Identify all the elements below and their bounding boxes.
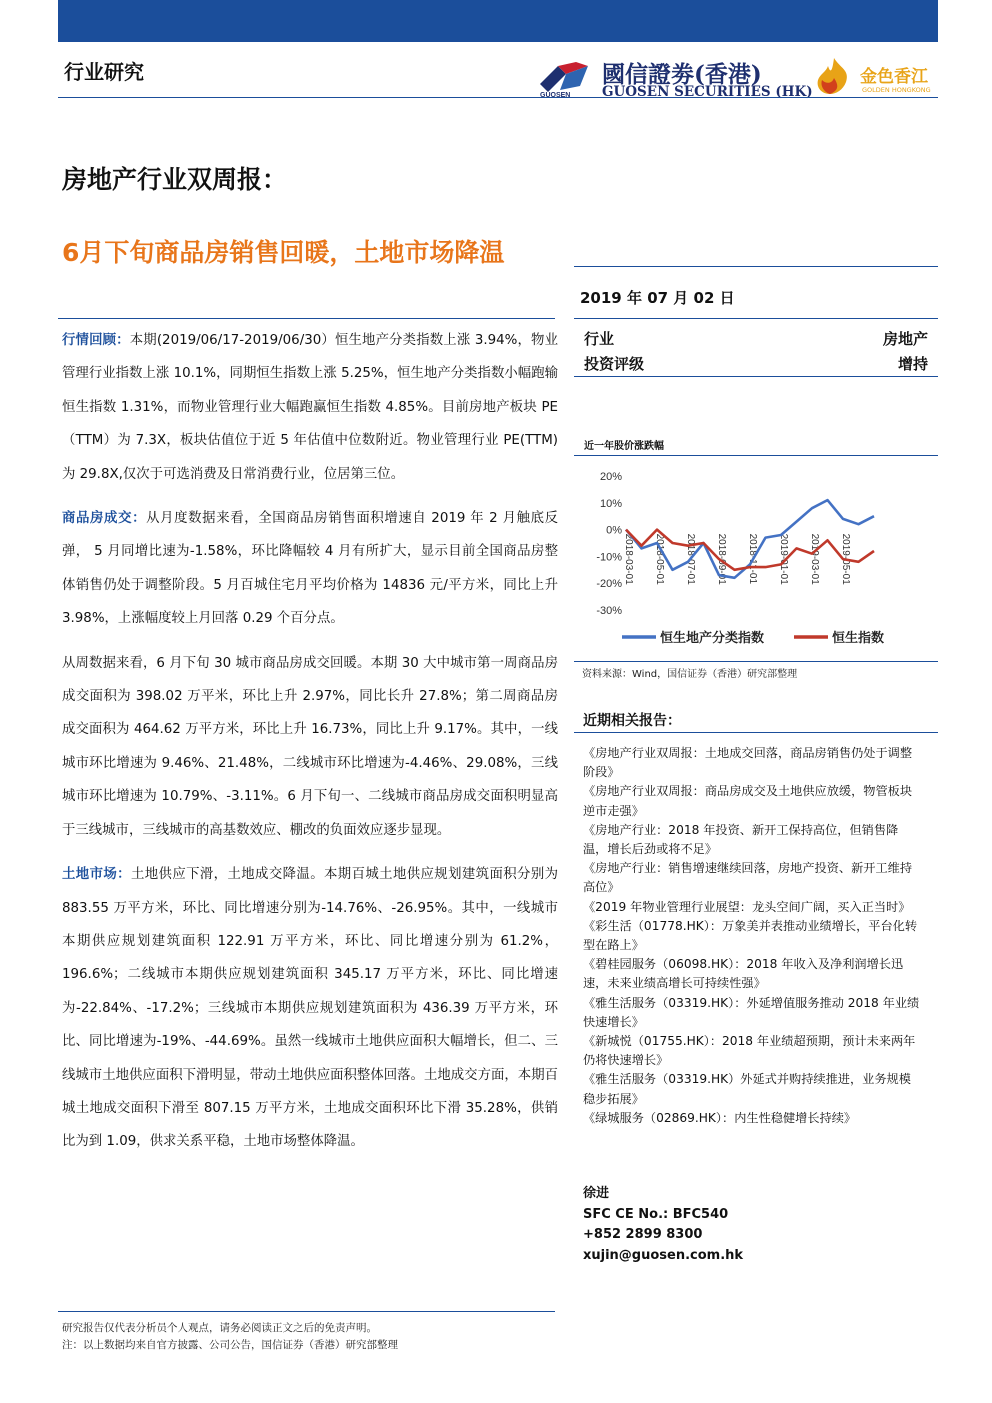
section-text: 土地供应下滑，土地成交降温。本期百城土地供应规划建筑面积分别为 883.55 万平方米，环比、同比增速分别为-14.76%、-26.95%。其中，一线城市本期供应规划建筑面积 122.91 万平方米，环比、同比增速分别为 61.2%，196.6%；二线城市本期供应规划建筑面积 345.17 万平方米，环比、同比增速为-22.84%、-17.2%；三线城市本期供应规划建筑面积为 436.39 万平方米，环比、同比增速为-19%、-44.69%。虽然一线城市土地供应面积大幅增长，但二、三线城市土地供应面积下滑明显，带动土地供应面积整体回落。土地成交方面，本期百城土地成交面积下滑至 807.15 万平方米，土地成交面积环比下滑 35.28%，供销比为到 1.09，供求关系平稳，土地市场整体降温。 [62,867,559,1150]
chart-source: 资料来源：Wind，国信证券（香港）研究部整理 [582,669,798,680]
analyst-email[interactable]: xujin@guosen.com.hk [583,1247,744,1263]
industry-label: 行业 [584,330,615,348]
y-tick-label: 0% [606,524,622,537]
related-report-item[interactable]: 《绿城服务（02869.HK）：内生性稳健增长持续》 [583,1110,857,1125]
related-report-item[interactable]: 《雅生活服务（03319.HK）：外延增值服务推动 2018 年业绩快速增长》 [583,995,920,1029]
x-tick-label: 2018-05-01 [654,533,665,585]
weekly-data-paragraph [62,647,558,847]
golden-hongkong-cn: 金色香江 [860,67,928,87]
related-report-item[interactable]: 《房地产行业：销售增速继续回落，房地产投资、新开工维持高位》 [583,861,913,895]
legend-label: 恒生指数 [832,631,885,646]
report-body [62,324,558,1170]
legend-label: 恒生地产分类指数 [660,631,765,646]
rating-label: 投资评级 [584,355,645,373]
meta-divider [574,376,938,377]
y-tick-label: -20% [596,578,622,591]
related-reports-title: 近期相关报告： [583,713,681,729]
industry-value: 房地产 [882,330,928,348]
related-report-item[interactable]: 《碧桂园服务（06098.HK）：2018 年收入及净利润增长迅速，未来业绩高增长可持续性强》 [583,957,904,991]
housing-sales-paragraph [62,502,558,636]
section-heading: 行情回顾： [62,333,130,348]
x-tick-label: 2018-09-01 [716,533,727,585]
header-divider [58,97,938,98]
rating-value: 增持 [897,355,928,373]
sidebar-divider [574,318,938,319]
related-reports-list [583,744,921,1128]
golden-hongkong-logo [810,54,944,102]
guosen-logo-cn: 國信證劵(香港) [602,61,762,88]
section-heading: 商品房成交： [62,511,147,527]
x-tick-label: 2018-07-01 [685,533,696,585]
guosen-logo [536,54,813,100]
golden-hongkong-en: GOLDEN HONGKONG [862,86,931,94]
related-report-item[interactable]: 《2019 年物业管理行业展望：龙头空间广阔，买入正当时》 [583,899,911,914]
guosen-logo-en: GUOSEN SECURITIES (HK) [602,84,813,100]
analyst-phone: +852 2899 8300 [583,1227,703,1242]
analyst-license: SFC CE No.: BFC540 [583,1206,729,1222]
analyst-info [583,1184,743,1266]
related-reports-rule [574,732,938,733]
chart-bottom-rule [574,661,938,662]
guosen-logo-small-text: GUOSEN [540,92,571,99]
related-report-item[interactable]: 《新城悦（01755.HK）：2018 年业绩超预期，预计未来两年仍将快速增长》 [583,1034,916,1068]
report-date: 2019 年 07 月 02 日 [580,289,735,307]
footer-divider [58,1311,555,1312]
title-divider [58,318,555,319]
y-tick-label: 20% [599,471,622,483]
market-review-paragraph [62,324,558,491]
x-tick-label: 2019-03-01 [809,533,820,585]
report-category: 行业研究 [64,60,144,84]
data-source-note: 注：以上数据均来自官方披露、公司公告，国信证券（香港）研究部整理 [62,1338,398,1351]
report-subtitle: 6月下旬商品房销售回暖，土地市场降温 [62,238,505,267]
x-tick-label: 2018-11-01 [747,533,758,585]
section-text: 本期(2019/06/17-2019/06/30）恒生地产分类指数上涨 3.94%，物业管理行业指数上涨 10.1%，同期恒生指数上涨 5.25%，恒生地产分类指数小幅跑输恒生指数 1.31%，而物业管理行业大幅跑赢恒生指数 4.85%。目前房地产板块 PE（TTM）为 7.3X，板块估值位于近 5 年估值中位数附近。物业管理行业 PE(TTM)为 29.8X,仅次于可选消费及日常消费行业，位居第三位。 [62,333,558,482]
y-tick-label: -10% [596,551,622,564]
industry-row [584,328,928,349]
related-report-item[interactable]: 《雅生活服务（03319.HK）外延式并购持续推进，业务规模稳步拓展》 [583,1072,911,1106]
sidebar-top-divider [574,266,938,267]
section-text: 从周数据来看，6 月下旬 30 城市商品房成交回暖。本期 30 大中城市第一周商品房成交面积为 398.02 万平米，环比上升 2.97%，同比长升 27.8%；第二周商品房成交面积为 464.62 万平方米，环比上升 16.73%，同比上升 9.17%。其中，一线城市环比增速为 9.46%、21.48%，二线城市环比增速为-4.46%、29.08%，三线城市环比增速为 10.79%、-3.11%。6 月下旬一、二线城市商品房成交面积明显高于三线城市，三线城市的高基数效应、棚改的负面效应逐步显现。 [62,655,558,838]
price-change-chart [574,458,938,658]
report-title: 房地产行业双周报： [62,165,288,194]
section-heading: 土地市场： [62,867,131,883]
y-tick-label: -30% [596,605,622,617]
chart-title: 近一年股价涨跌幅 [584,441,664,452]
disclaimer-note: 研究报告仅代表分析员个人观点，请务必阅读正文之后的免责声明。 [62,1322,377,1334]
related-report-item[interactable]: 《房地产行业双周报：土地成交回落，商品房销售仍处于调整阶段》 [583,746,913,780]
golden-flame-icon [810,54,860,100]
chart-top-rule [574,455,938,456]
analyst-name: 徐进 [583,1186,610,1201]
x-tick-label: 2019-01-01 [778,533,789,585]
footer-notes [62,1320,398,1353]
top-color-bar [58,0,938,42]
land-market-paragraph [62,858,558,1159]
related-report-item[interactable]: 《彩生活（01778.HK）：万象美并表推动业绩增长，平台化转型在路上》 [583,918,918,953]
related-report-item[interactable]: 《房地产行业双周报：商品房成交及土地供应放缓，物管板块逆市走强》 [583,784,913,818]
related-report-item[interactable]: 《房地产行业：2018 年投资、新开工保持高位，但销售降温，增长后劲或将不足》 [583,822,899,857]
x-tick-label: 2019-05-01 [840,533,851,585]
rating-row [584,353,928,374]
section-text: 从月度数据来看，全国商品房销售面积增速自 2019 年 2 月触底反弹， 5 月同增比速为-1.58%，环比降幅较 4 月有所扩大，显示目前全国商品房整体销售仍处于调整阶段。5 月百城住宅月平均价格为 14836 元/平方米，同比上升 3.98%，上涨幅度较上月回落 0.29 个百分点。 [62,511,559,627]
y-tick-label: 10% [599,497,622,510]
chart-svg [574,458,938,658]
x-tick-label: 2018-03-01 [623,533,634,585]
